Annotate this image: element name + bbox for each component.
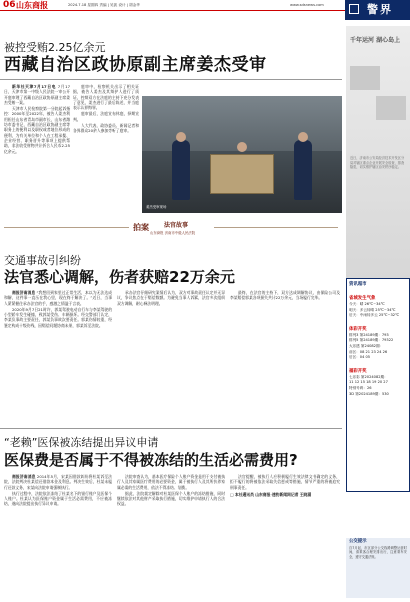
second-article-byline: 商报济南消息 (12, 290, 36, 295)
third-article-headline: 医保费是否属于不得被冻结的生活必需费用? (4, 451, 298, 469)
advert-headline: 千年运河 湖心岛上 (350, 37, 401, 44)
top-article-headline: 西藏自治区政协原副主席姜杰受审 (4, 55, 267, 75)
page-header (0, 0, 410, 16)
top-article-kicker: 被控受贿2.25亿余元 (4, 41, 106, 54)
info-box-title: 资讯超市 (349, 282, 367, 287)
second-article-column-1 (4, 290, 112, 422)
notice-box (346, 538, 410, 598)
photo-caption: 姜杰受审现场 (146, 204, 167, 209)
welfare-line: 七乐彩 第2024082期： (349, 374, 388, 379)
lottery-title: 体彩开奖 (349, 326, 367, 332)
weather-line: 今天：晴 26℃~34℃ (349, 302, 385, 306)
weather-title: 省城发生气象 (349, 296, 376, 301)
welfare-title: 福彩开奖 (349, 368, 367, 374)
article-paragraph: 庭审最后，法庭宣布休庭，择期宣判。 (73, 111, 139, 122)
website-link[interactable]: www.sdsnews.com (290, 3, 324, 7)
sidebar-advert (346, 26, 410, 278)
third-article-column-3 (230, 474, 340, 598)
divider (0, 428, 342, 429)
photo-officer-right-head (298, 132, 308, 142)
article-paragraph: 7月17日，天津市第一中级人民法院一审公开开庭审理了西藏自治区政协原副主席姜杰受贿一案。 (4, 84, 70, 105)
photo-defendant-dock (210, 154, 274, 194)
photo-defendant-head (237, 142, 247, 152)
second-article-kicker: 交通事故引纠纷 (4, 254, 81, 267)
weather-line: 后天：中雨转多云 25℃~32℃ (349, 313, 400, 318)
second-article-headline: 法官悉心调解，伤者获赔22万余元 (4, 268, 235, 286)
lottery-line: 前区：08 21 23 24 26 (349, 349, 388, 354)
banner-rule-left (4, 227, 129, 228)
article-paragraph: 执行过程中，法院依法冻结了杜某名下的银行账户及医保个人账户。杜某认为医保账户资金属于生活必需费用，不应被冻结，遂向法院提出执行异议申请。 (4, 490, 112, 507)
page-number: 06 (3, 0, 16, 10)
second-article-column-3 (230, 290, 340, 422)
section-title: 警界 (367, 3, 393, 16)
article-paragraph: 2020年9月7日21时许，郭某驾驶电动自行车与李某驾驶的小型轿车发生碰撞，致郭某受伤、车辆损坏。经交警部门认定，李某负事故主要责任，郭某负事故次要责任。郭某伤情较重，经鉴定构成十级伤残，因赔偿问题协商未果，郭某诉至法院。 (4, 306, 112, 328)
article-paragraph: 2014年5月，宋某因借款纠纷将杜某诉至法院，法院判决杜某偿还借款本金及利息。判决生效后，杜某未履行还款义务，宋某向法院申请强制执行。 (4, 474, 112, 490)
article-paragraph: 最终，在法官的主持下，双方达成调解协议，由保险公司及李某赔偿郭某各项损失共计22万余元，当场履行完毕。 (230, 290, 340, 301)
banner-subtitle: 山东商报 济南市中级人民法院 (150, 231, 196, 235)
article-paragraph: 庭审中，检察机关出示了相关证据，被告人姜杰及其辩护人进行了质证，控辩双方在法庭的主持下充分发表了意见，姜杰进行了最后陈述，并当庭表示认罪悔罪。 (73, 84, 139, 111)
article-signoff: □ 本社通讯员 山东商报·速豹新闻网记者 王晓涵 (230, 491, 312, 497)
top-article-column-2 (73, 84, 139, 216)
banner-rule-right (214, 227, 338, 228)
photo-officer-left (172, 140, 190, 200)
top-article-column-1 (4, 84, 70, 216)
article-paragraph: 法院审查认为，基本医疗保险个人账户资金是用于支付被执行人及其家属医疗费用的必要资金，属于被执行人及其所扶养家属必需的生活费用，依法不得冻结、划拨。 (117, 474, 225, 490)
photo-officer-left-head (176, 132, 186, 142)
sidebar (346, 20, 410, 602)
photo-officer-right (294, 140, 312, 200)
welfare-line: 3D 第2024189期：530 (349, 391, 389, 396)
third-article-byline: 商报济南消息 (12, 474, 36, 479)
advert-image (350, 66, 380, 90)
article-paragraph: 法官提醒，被执行人应积极履行生效法律文书确定的义务，拒不履行的将被依法采取失信惩戒等措施，情节严重的将被追究刑事责任。 (230, 474, 340, 490)
article-paragraph: 承办法官仔细研究案情后认为，双方对事故责任认定并无异议，争议焦点在于赔偿数额。为避免当事人诉累，法官多次组织双方调解，耐心释法明理。 (117, 290, 225, 306)
date-line: 2024.7.18 星期四 责编 | 吴凯 设计 | 胡金华 (68, 3, 140, 7)
lottery-line: 排列3 第24189期：793 (349, 332, 389, 337)
welfare-line: 11 12 15 18 19 20 27 (349, 380, 388, 385)
paper-name: 山东商报 (16, 0, 48, 10)
article-paragraph: 据此，法院裁定解除对杜某医保个人账户的冻结措施，同时继续依法对其他财产采取执行措施，切实维护申请执行人的合法权益。 (117, 490, 225, 507)
column-banner (0, 220, 342, 236)
weather-line: 明天：多云转晴 25℃~34℃ (349, 307, 396, 312)
banner-column-name: 法官故事 (164, 222, 189, 229)
welfare-line: 特别号码：26 (349, 385, 372, 390)
notice-text: 自7月起，市区部分公交线路调整运营时间，请乘客合理安排出行，注意乘车安全，遵守交通法规。 (349, 546, 407, 559)
second-article-column-2 (117, 290, 225, 422)
top-article-byline: 新华社天津7月17日电 (12, 84, 57, 89)
article-paragraph: 天津市人民检察院第一分院起诉指控：2000年至2022年，被告人姜杰利用担任山东省青岛市副市长，山东省潍坊市委书记，西藏自治区政协副主席等职务上的便利以及职权或者地位形成的便利，为有关单位和个人在工程承揽、企业经营、职务晋升等事项上提供帮助，非法收受财物共计折合人民币2.25亿余元。 (4, 106, 70, 154)
divider (0, 79, 342, 80)
section-emblem-icon (349, 4, 359, 14)
third-article-kicker: “老赖”医保被冻结提出异议申请 (4, 436, 159, 449)
third-article-column-1 (4, 474, 112, 598)
courtroom-photo (142, 96, 342, 213)
article-paragraph: “我想回到家里过正常生活，本以为无法达成和解，这件事一直压在我心里，现在终于解决了。”近日，当事人紧紧握住承办法官的手，感激之情溢于言表。 (4, 290, 112, 306)
article-paragraph: 人大代表、政协委员、新闻记者和各界群众20余人参加旁听了庭审。 (73, 123, 139, 134)
notice-title: 公交提示 (349, 539, 367, 544)
lottery-line: 大乐透 第24082期： (349, 343, 384, 348)
third-article-column-2 (117, 474, 225, 598)
info-box-content (346, 282, 410, 397)
banner-logo: 拍案 (133, 222, 149, 232)
lottery-line: 后区：04 05 (349, 355, 371, 360)
advert-image (376, 96, 406, 120)
advert-text: 近日，济南市公安局经济技术开发区分局对辖区重点企业开展安全检查，排查隐患，切实维护辖区治安秩序稳定。 (350, 156, 405, 170)
lottery-line: 排列5 第24189期：79322 (349, 338, 394, 343)
section-badge (345, 0, 410, 20)
